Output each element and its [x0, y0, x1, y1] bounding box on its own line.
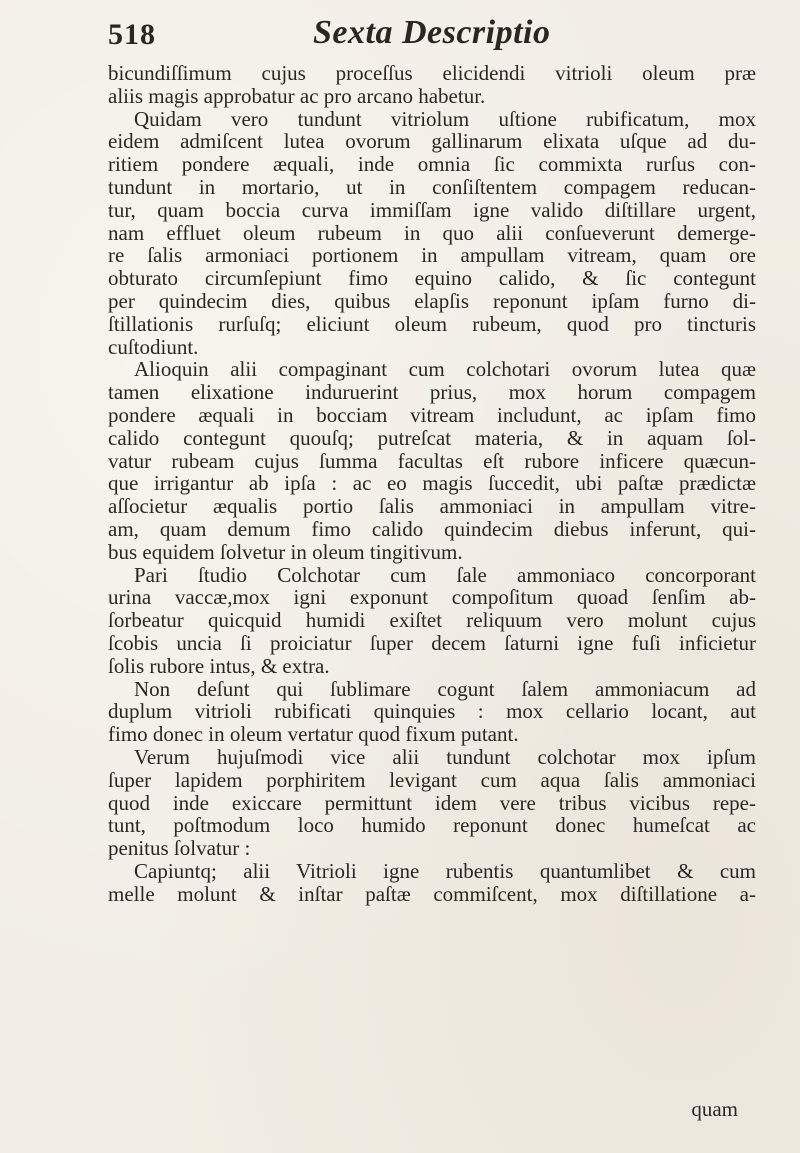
text-line: vatur rubeam cujus ſumma facultas eſt rubore inficere quæcun-	[108, 448, 756, 473]
text-line: am, quam demum fimo calido quindecim diebus inferunt, qui-	[108, 516, 756, 541]
text-line: quod inde exiccare permittunt idem vere tribus vicibus repe-	[108, 790, 756, 815]
text-body	[108, 62, 756, 905]
text-line: aliis magis approbatur ac pro arcano habetur.	[108, 83, 486, 108]
text-line: ſtillationis rurſuſq; eliciunt oleum rubeum, quod pro tincturis	[108, 311, 756, 336]
text-line: tunt, poſtmodum loco humido reponunt donec humeſcat ac	[108, 813, 756, 838]
text-line: tundunt in mortario, ut in conſiſtentem compagem reducan-	[108, 174, 756, 199]
paragraph	[108, 746, 756, 860]
catchword: quam	[691, 1097, 738, 1121]
text-line: melle molunt & inſtar paſtæ commiſcent, mox diſtillatione a-	[108, 881, 756, 906]
paragraph	[108, 108, 756, 359]
text-line: Verum hujuſmodi vice alii tundunt colchotar mox ipſum	[134, 744, 756, 769]
text-line: que irrigantur ab ipſa : ac eo magis ſuccedit, ubi paſtæ prædictæ	[108, 471, 756, 496]
page-header	[108, 14, 748, 58]
text-line: Non deſunt qui ſublimare cogunt ſalem ammoniacum ad	[134, 676, 756, 701]
text-line: nam effluet oleum rubeum in quo alii conſueverunt demerge-	[108, 220, 756, 245]
paragraph	[108, 860, 756, 906]
paragraph	[108, 358, 756, 563]
text-line: eidem admiſcent lutea ovorum gallinarum elixata uſque ad du-	[108, 129, 756, 154]
text-line: bicundiſſimum cujus proceſſus elicidendi vitrioli oleum præ	[108, 61, 756, 85]
text-line: tur, quam boccia curva immiſſam igne valido diſtillare urgent,	[108, 197, 756, 222]
text-line: penitus ſolvatur :	[108, 836, 251, 861]
text-line: Pari ſtudio Colchotar cum ſale ammoniaco concorporant	[134, 562, 756, 587]
text-line: ſcobis uncia ſi proiciatur ſuper decem ſaturni igne fuſi inficietur	[108, 630, 756, 655]
text-line: urina vaccæ,mox igni exponunt compoſitum quoad ſenſim ab-	[108, 585, 756, 610]
text-line: tamen elixatione induruerint prius, mox horum compagem	[108, 380, 756, 405]
running-head: Sexta Descriptio	[313, 14, 551, 51]
text-line: re ſalis armoniaci portionem in ampullam vitream, quam ore	[108, 243, 756, 268]
paragraph	[108, 564, 756, 678]
text-line: bus equidem ſolvetur in oleum tingitivum.	[108, 539, 463, 564]
text-line: duplum vitrioli rubificati quinquies : mox cellario locant, aut	[108, 699, 756, 724]
text-line: Capiuntq; alii Vitrioli igne rubentis quantumlibet & cum	[134, 858, 756, 883]
text-line: ritiem pondere æquali, inde omnia ſic commixta rurſus con-	[108, 152, 756, 177]
text-line: aſſocietur æqualis portio ſalis ammoniaci in ampullam vitre-	[108, 494, 756, 519]
text-line: obturato circumſepiunt fimo equino calido, & ſic contegunt	[108, 266, 756, 291]
paragraph	[108, 62, 756, 108]
text-line: ſorbeatur quicquid humidi exiſtet reliquum vero molunt cujus	[108, 608, 756, 633]
text-line: Alioquin alii compaginant cum colchotari ovorum lutea quæ	[134, 357, 756, 382]
text-line: Quidam vero tundunt vitriolum uſtione rubificatum, mox	[134, 106, 756, 131]
text-line: pondere æquali in bocciam vitream includunt, ac ipſam fimo	[108, 402, 756, 427]
page-number: 518	[108, 18, 156, 51]
text-line: per quindecim dies, quibus elapſis reponunt ipſam furno di-	[108, 288, 756, 313]
paragraph	[108, 678, 756, 746]
text-line: calido contegunt quouſq; putreſcat materia, & in aquam ſol-	[108, 425, 756, 450]
text-line: ſuper lapidem porphiritem levigant cum aqua ſalis ammoniaci	[108, 767, 756, 792]
text-line: fimo donec in oleum vertatur quod fixum putant.	[108, 722, 519, 747]
text-line: cuſtodiunt.	[108, 334, 199, 359]
text-line: ſolis rubore intus, & extra.	[108, 653, 330, 678]
